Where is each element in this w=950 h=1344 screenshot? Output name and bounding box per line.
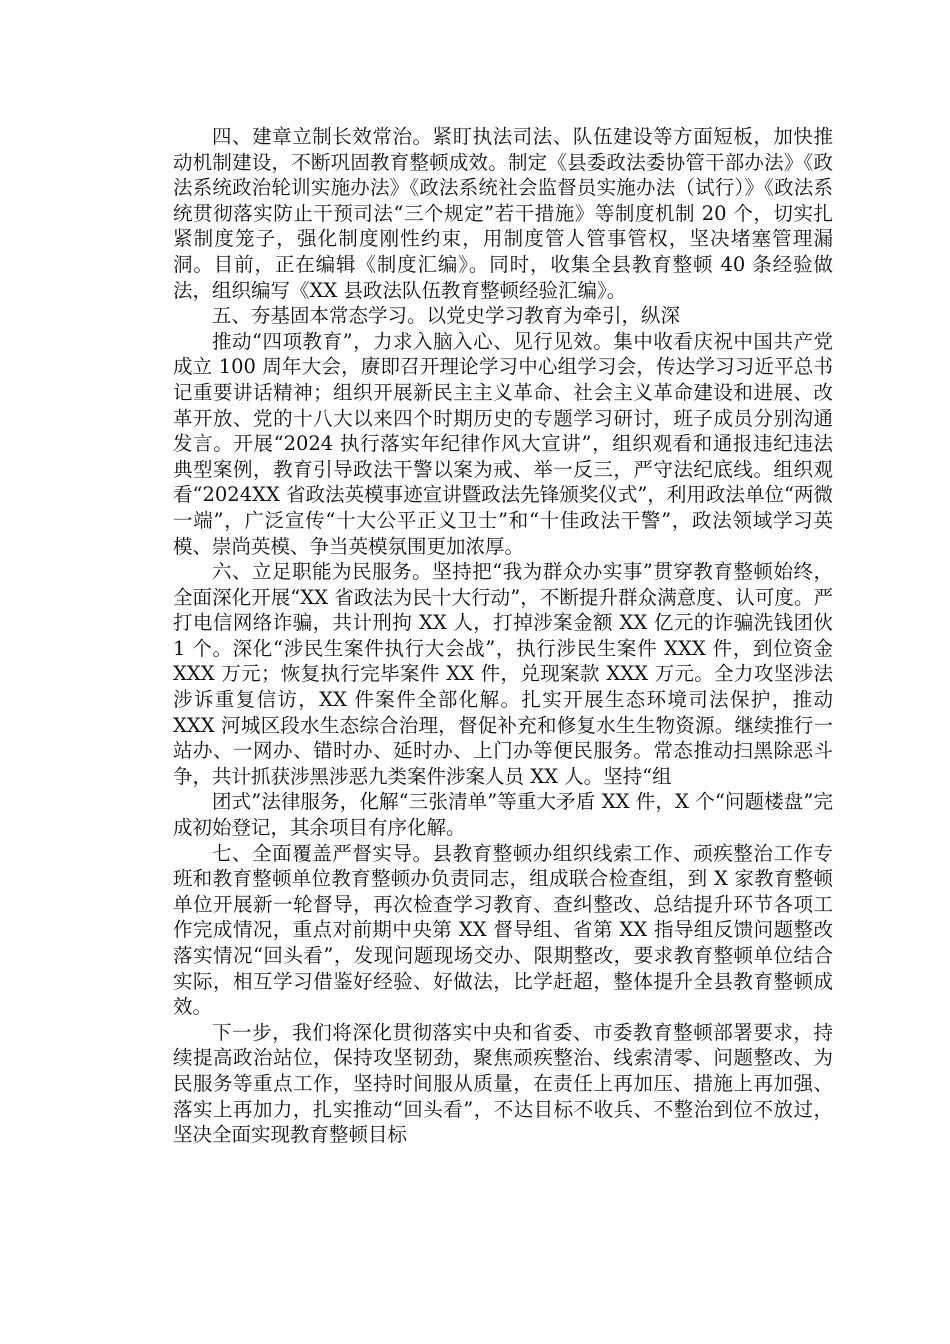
paragraph-section-5-body: 推动“四项教育”，力求入脑入心、见行见效。集中收看庆祝中国共产党成立 100 周年大会，赓即召开理论学习中心组学习会，传达学习习近平总书记重要讲话精神；组织开展新民主主义革命、社会主义革命建设和进展、改革开放、党的十八大以来四个时期历史的专题学习研讨，班子成员分别沟通发言。开展“2024 执行落实年纪律作风大宣讲”，组织观看和通报违纪违法典型案例，教育引导政法干警以案为戒、举一反三，严守法纪底线。组织观看“2024XX 省政法英模事迹宣讲暨政法先锋颁奖仪式”，利用政法单位“两微一端”，广泛宣传“十大公平正义卫士”和“十佳政法干警”，政法领域学习英模、崇尚英模、争当英模氛围更加浓厚。 bbox=[173, 329, 833, 558]
paragraph-section-5-heading: 五、夯基固本常态学习。以党史学习教育为牵引，纵深 bbox=[212, 304, 681, 328]
paragraph-section-4: 四、建章立制长效常治。紧盯执法司法、队伍建设等方面短板，加快推动机制建设，不断巩固教育整顿成效。制定《县委政法委协管干部办法》《政法系统政治轮训实施办法》《政法系统社会监督员实施办法（试行）》《政法系统贯彻落实防止干预司法“三个规定”若干措施》等制度机制 20 个，切实扎紧制度笼子，强化制度刚性约束，用制度管人管事管权，坚决堵塞管理漏洞。目前，正在编辑《制度汇编》。同时，收集全县教育整顿 40 条经验做法，组织编写《XX 县政法队伍教育整顿经验汇编》。 bbox=[173, 125, 833, 302]
paragraph-section-6-continued: 团式”法律服务，化解“三张清单”等重大矛盾 XX 件，X 个“问题楼盘”完成初始登记，其余项目有序化解。 bbox=[173, 790, 833, 840]
paragraph-section-6: 六、立足职能为民服务。坚持把“我为群众办实事”贯穿教育整顿始终，全面深化开展“XX 省政法为民十大行动”，不断提升群众满意度、认可度。严打电信网络诈骗，共计刑拘 XX 人，打掉涉案金额 XX 亿元的诈骗洗钱团伙 1 个。深化“涉民生案件执行大会战”，执行涉民生案件 XXX 件，到位资金 XXX 万元；恢复执行完毕案件 XX 件，兑现案款 XXX 万元。全力攻坚涉法涉诉重复信访，XX 件案件全部化解。扎实开展生态环境司法保护，推动 XXX 河城区段水生态综合治理，督促补充和修复水生生物资源。继续推行一站办、一网办、错时办、延时办、上门办等便民服务。常态推动扫黑除恶斗争，共计抓获涉黑涉恶九类案件涉案人员 XX 人。坚持“组 bbox=[173, 560, 833, 788]
paragraph-section-7: 七、全面覆盖严督实导。县教育整顿办组织线索工作、顽疾整治工作专班和教育整顿单位教育整顿办负责同志，组成联合检查组，到 X 家教育整顿单位开展新一轮督导，再次检查学习教育、查纠整改、总结提升环节各项工作完成情况，重点对前期中央第 XX 督导组、省第 XX 指导组反馈问题整改落实情况“回头看”，发现问题现场交办、限期整改，要求教育整顿单位结合实际，相互学习借鉴好经验、好做法，比学赶超，整体提升全县教育整顿成效。 bbox=[173, 841, 833, 1019]
document-body bbox=[173, 124, 833, 1148]
paragraph-next-steps: 下一步，我们将深化贯彻落实中央和省委、市委教育整顿部署要求，持续提高政治站位，保持攻坚韧劲，聚焦顽疾整治、线索清零、问题整改、为民服务等重点工作，坚持时间服从质量，在责任上再加压、措施上再加强、落实上再加力，扎实推动“回头看”，不达目标不收兵、不整治到位不放过，坚决全面实现教育整顿目标 bbox=[173, 1020, 833, 1147]
